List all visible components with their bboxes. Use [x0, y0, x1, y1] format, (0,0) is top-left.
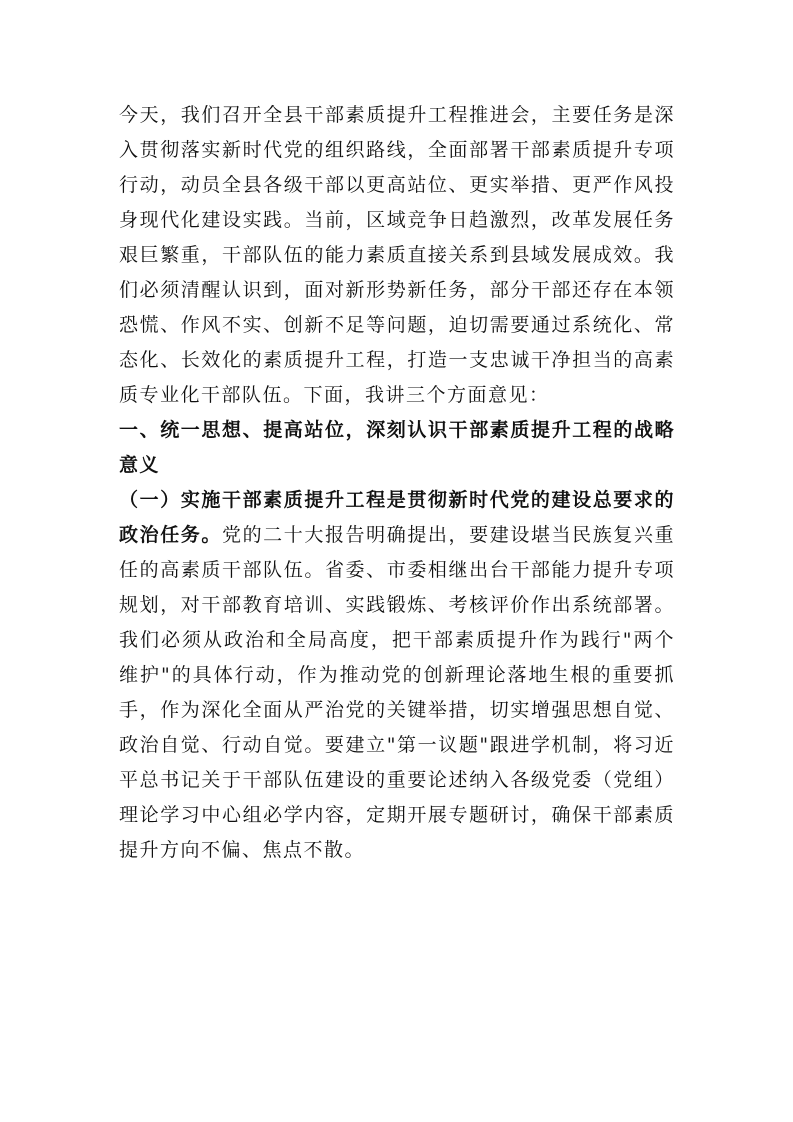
subsection-lead-1: （一）实施干部素质提升工程是贯彻新时代党的建设总要求的政治任务。	[119, 489, 675, 546]
intro-paragraph: 今天，我们召开全县干部素质提升工程推进会，主要任务是深入贯彻落实新时代党的组织路线，全面部署干部素质提升专项行动，动员全县各级干部以更高站位、更实举措、更严作风投身现代化建设实践。当前，区域竞争日趋激烈，改革发展任务艰巨繁重，干部队伍的能力素质直接关系到县域发展成效。我们必须清醒认识到，面对新形势新任务，部分干部还存在本领恐慌、作风不实、创新不足等问题，迫切需要通过系统化、常态化、长效化的素质提升工程，打造一支忠诚干净担当的高素质专业化干部队伍。下面，我讲三个方面意见：	[119, 104, 675, 406]
section-heading-1: 一、统一思想、提高站位，深刻认识干部素质提升工程的战略意义	[119, 419, 675, 476]
subsection-paragraph-1	[119, 483, 675, 868]
document-body	[119, 98, 675, 868]
subsection-body-1: 党的二十大报告明确提出，要建设堪当民族复兴重任的高素质干部队伍。省委、市委相继出台干部能力提升专项规划，对干部教育培训、实践锻炼、考核评价作出系统部署。我们必须从政治和全局高度，把干部素质提升作为践行"两个维护"的具体行动，作为推动党的创新理论落地生根的重要抓手，作为深化全面从严治党的关键举措，切实增强思想自觉、政治自觉、行动自觉。要建立"第一议题"跟进学机制，将习近平总书记关于干部队伍建设的重要论述纳入各级党委（党组）理论学习中心组必学内容，定期开展专题研讨，确保干部素质提升方向不偏、焦点不散。	[119, 524, 675, 861]
